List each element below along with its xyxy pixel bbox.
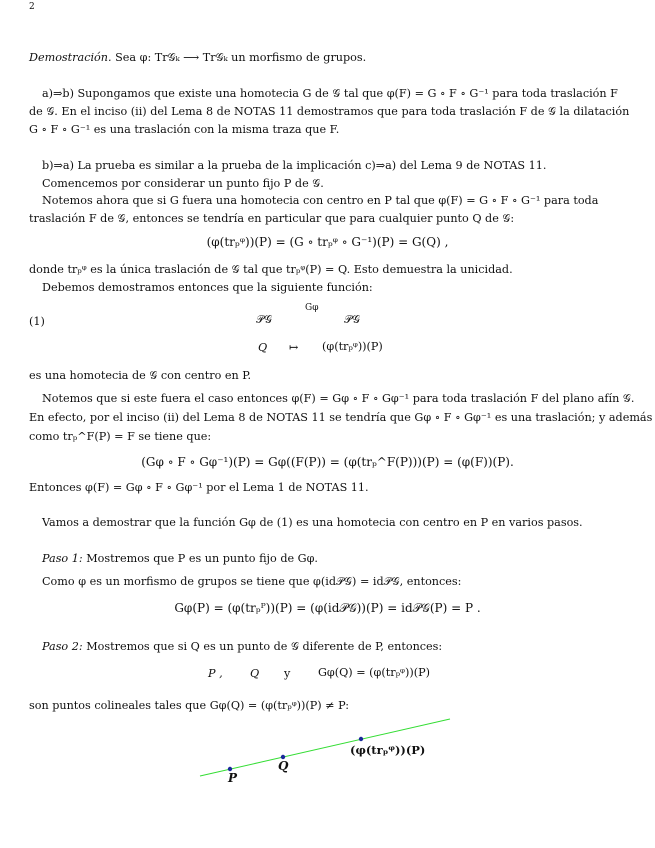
page-number: 2 bbox=[29, 2, 35, 12]
demo-title: Demostración. bbox=[29, 51, 112, 64]
para-ab-line-1: a)⇒b) Supongamos que existe una homotecia G de 𝒢 tal que φ(F) = G ∘ F ∘ G⁻¹ para toda traslación F bbox=[42, 87, 618, 100]
equation-label: (1) bbox=[29, 315, 45, 328]
map-codomain: 𝒫𝒢 bbox=[344, 313, 361, 326]
paso-2-title: Paso 2: bbox=[42, 640, 83, 653]
para-notemos-line-2: En efecto, por el inciso (ii) del Lema 8 de NOTAS 11 se tendría que Gφ ∘ F ∘ Gφ⁻¹ es una traslación; y además bbox=[29, 411, 653, 424]
eq4-point-p: P , bbox=[208, 667, 223, 680]
maps-to-symbol: ↦ bbox=[289, 341, 299, 354]
figure-label-q: Q bbox=[278, 759, 289, 773]
para-ab-line-2: de 𝒢. En el inciso (ii) del Lema 8 de NOTAS 11 demostramos que para toda traslación F de 𝒢 la dilatación bbox=[29, 105, 630, 118]
para-ba-line-1: b)⇒a) La prueba es similar a la prueba de la implicación c)⇒a) del Lema 9 de NOTAS 11. bbox=[42, 159, 547, 172]
para-vamos: Vamos a demostrar que la función Gφ de (1) es una homotecia con centro en P en varios pasos. bbox=[42, 516, 583, 529]
para-entonces: Entonces φ(F) = Gφ ∘ F ∘ Gφ⁻¹ por el Lema 1 de NOTAS 11. bbox=[29, 481, 369, 494]
para-colineales: son puntos colineales tales que Gφ(Q) = (φ(trₚᵠ))(P) ≠ P: bbox=[29, 699, 350, 712]
demo-intro: Sea φ: Tr𝒢ₖ ⟶ Tr𝒢ₖ un morfismo de grupos. bbox=[115, 51, 367, 64]
para-notemos-line-3: como trₚ^F(P) = F se tiene que: bbox=[29, 430, 212, 443]
para-debemos: Debemos demostramos entonces que la siguiente función: bbox=[42, 281, 373, 294]
point-image-marker bbox=[359, 737, 363, 741]
para-ab-line-3: G ∘ F ∘ G⁻¹ es una traslación con la misma traza que F. bbox=[29, 123, 340, 136]
map-variable: Q bbox=[258, 341, 268, 354]
eq4-image: Gφ(Q) = (φ(trₚᵠ))(P) bbox=[318, 666, 430, 679]
paso-1-detail: Como φ es un morfismo de grupos se tiene que φ(id𝒫𝒢) = id𝒫𝒢, entonces: bbox=[42, 575, 462, 588]
eq4-conjunction: y bbox=[284, 667, 291, 680]
map-arrow-label: Gφ bbox=[305, 303, 319, 313]
para-donde: donde trₚᵠ es la única traslación de 𝒢 tal que trₚᵠ(P) = Q. Esto demuestra la unicidad. bbox=[29, 263, 513, 276]
equation-uniqueness: (φ(trₚᵠ))(P) = (G ∘ trₚᵠ ∘ G⁻¹)(P) = G(Q) , bbox=[206, 235, 449, 249]
figure-label-p: P bbox=[228, 771, 238, 785]
para-es: es una homotecia de 𝒢 con centro en P. bbox=[29, 369, 252, 382]
map-domain: 𝒫𝒢 bbox=[256, 313, 273, 326]
paso-1-title: Paso 1: bbox=[42, 552, 83, 565]
map-image: (φ(trₚᵠ))(P) bbox=[322, 340, 383, 353]
equation-conjugation: (Gφ ∘ F ∘ Gφ⁻¹)(P) = Gφ((F(P)) = (φ(trₚ^F(P)))(P) = (φ(F))(P). bbox=[141, 455, 514, 469]
para-ba-line-3: Notemos ahora que si G fuera una homotecia con centro en P tal que φ(F) = G ∘ F ∘ G⁻¹ para toda bbox=[42, 194, 599, 207]
figure-label-image: (φ(trₚᵠ))(P) bbox=[350, 743, 426, 757]
eq4-point-q: Q bbox=[250, 667, 260, 680]
para-notemos-line-1: Notemos que si este fuera el caso entonces φ(F) = Gφ ∘ F ∘ Gφ⁻¹ para toda traslación F del plano afín 𝒢. bbox=[42, 392, 635, 405]
equation-fixed-point: Gφ(P) = (φ(trₚᴾ))(P) = (φ(id𝒫𝒢))(P) = id𝒫𝒢(P) = P . bbox=[174, 601, 481, 615]
paso-2-text: Mostremos que si Q es un punto de 𝒢 diferente de P, entonces: bbox=[86, 640, 443, 653]
para-ba-line-2: Comencemos por considerar un punto fijo P de 𝒢. bbox=[42, 177, 324, 190]
para-ba-line-4: traslación F de 𝒢, entonces se tendría en particular que para cualquier punto Q de 𝒢: bbox=[29, 212, 515, 225]
paso-1-text: Mostremos que P es un punto fijo de Gφ. bbox=[86, 552, 318, 565]
